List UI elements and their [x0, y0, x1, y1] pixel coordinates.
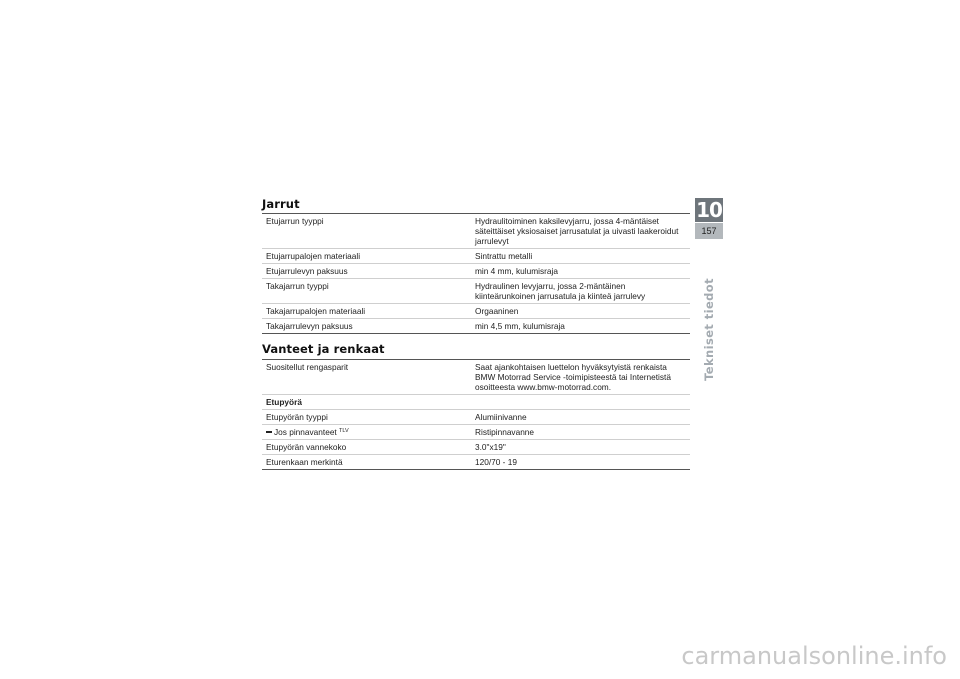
- option-superscript: TLV: [339, 428, 349, 434]
- chapter-number: 10: [696, 198, 722, 222]
- row-value: Saat ajankohtaisen luettelon hyväksytyistä renkaista BMW Motorrad Service -toimipisteestä tai Internetistä osoitteesta www.bmw-motorrad.com.: [475, 362, 671, 392]
- row-value: min 4 mm, kulumisraja: [475, 266, 558, 276]
- wheels-table: [262, 359, 690, 470]
- row-label: Etujarrulevyn paksuus: [266, 266, 348, 276]
- table-row: [262, 214, 690, 248]
- brakes-table: [262, 213, 690, 334]
- table-row: [262, 454, 690, 469]
- row-value: 120/70 - 19: [475, 457, 517, 467]
- section-title-brakes: Jarrut: [262, 197, 300, 211]
- row-label: Etujarrun tyyppi: [266, 216, 324, 226]
- row-label: Takajarrun tyyppi: [266, 281, 329, 291]
- row-label-option: [262, 425, 471, 439]
- row-label: Takajarrulevyn paksuus: [266, 321, 353, 331]
- table-subheading: [262, 394, 690, 409]
- row-value: Alumiinivanne: [475, 412, 527, 422]
- subheading-front-wheel: Etupyörä: [266, 397, 302, 407]
- table-row: [262, 303, 690, 318]
- option-label: Jos pinnavanteet: [274, 427, 337, 437]
- table-row: [262, 248, 690, 263]
- row-label: Etupyörän vannekoko: [266, 442, 347, 452]
- page-number: 157: [695, 223, 723, 239]
- row-label: Suositellut rengasparit: [266, 362, 349, 372]
- table-row: [262, 278, 690, 303]
- row-value: Orgaaninen: [475, 306, 519, 316]
- row-value: Hydraulinen levyjarru, jossa 2-mäntäinen kiinteärunkoinen jarrusatula ja kiinteä jarrulevy: [475, 281, 646, 301]
- row-label: Etupyörän tyyppi: [266, 412, 328, 422]
- row-label: Eturenkaan merkintä: [266, 457, 343, 467]
- row-value: 3.0"x19": [475, 442, 506, 452]
- row-value: Ristipinnavanne: [475, 427, 535, 437]
- section-title-wheels: Vanteet ja renkaat: [262, 342, 385, 356]
- row-value: Sintrattu metalli: [475, 251, 533, 261]
- table-row: [262, 424, 690, 439]
- row-value: min 4,5 mm, kulumisraja: [475, 321, 565, 331]
- table-row: [262, 439, 690, 454]
- table-row: [262, 263, 690, 278]
- dash-icon: [266, 431, 272, 433]
- row-label: Etujarrupalojen materiaali: [266, 251, 361, 261]
- chapter-side-title: Tekniset tiedot: [702, 278, 716, 381]
- table-row: [262, 318, 690, 333]
- table-row: [262, 360, 690, 394]
- page-content: [262, 195, 690, 470]
- table-row: [262, 409, 690, 424]
- row-label: Takajarrupalojen materiaali: [266, 306, 366, 316]
- row-value: Hydraulitoiminen kaksilevyjarru, jossa 4-mäntäiset säteittäiset yksiosaiset jarrusatulat ja uivasti laakeroidut jarrulevyt: [475, 216, 679, 246]
- watermark: carmanualsonline.info: [681, 642, 947, 670]
